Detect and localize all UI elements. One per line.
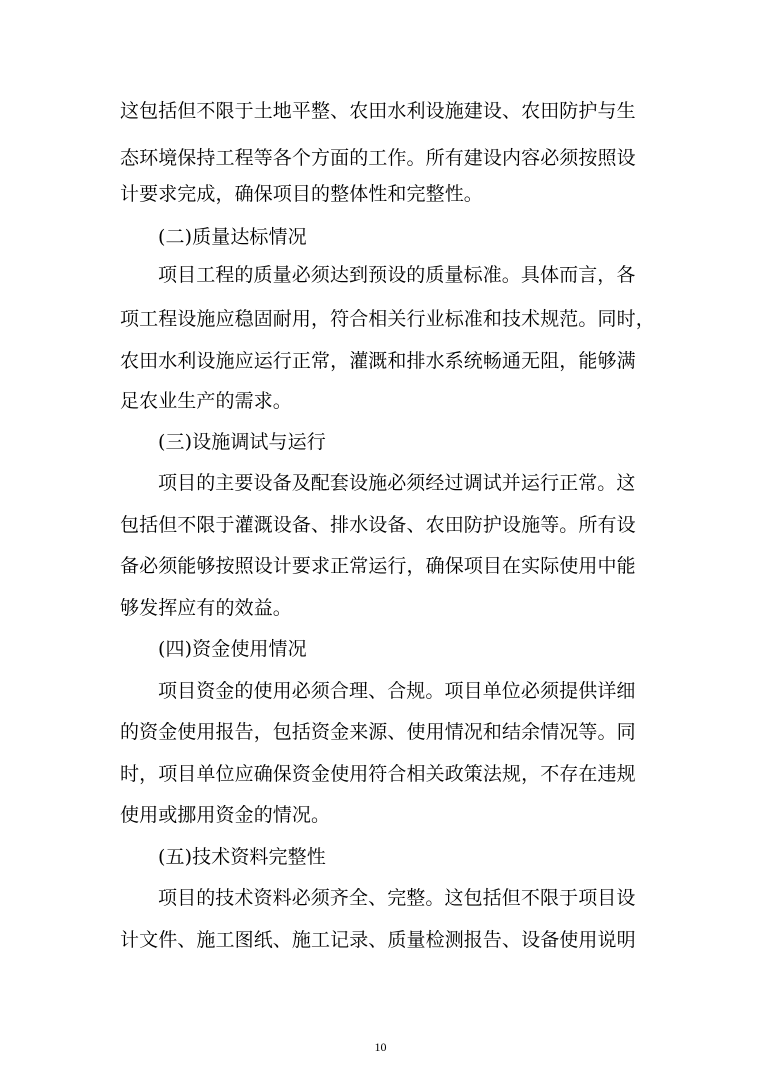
text-line: 的资金使用报告，包括资金来源、使用情况和结余情况等。同: [120, 721, 636, 743]
text-line: 计要求完成，确保项目的整体性和完整性。: [120, 183, 483, 205]
section-heading-4: (四)资金使用情况: [158, 638, 307, 660]
text-line: 项目的主要设备及配套设施必须经过调试并运行正常。这: [158, 472, 636, 494]
text-line: 足农业生产的需求。: [120, 390, 292, 412]
text-line: 态环境保持工程等各个方面的工作。所有建设内容必须按照设: [120, 147, 636, 169]
text-line: 够发挥应有的效益。: [120, 597, 292, 619]
text-line: 农田水利设施应运行正常，灌溉和排水系统畅通无阻，能够满: [120, 350, 636, 372]
text-line: 时，项目单位应确保资金使用符合相关政策法规，不存在违规: [120, 763, 636, 785]
page-number: 10: [374, 1040, 387, 1054]
text-line: 项目工程的质量必须达到预设的质量标准。具体而言，各: [158, 264, 636, 286]
section-heading-5: (五)技术资料完整性: [158, 846, 326, 868]
text-line: 项目资金的使用必须合理、合规。项目单位必须提供详细: [158, 680, 636, 702]
section-heading-2: (二)质量达标情况: [158, 226, 307, 248]
text-line: 项工程设施应稳固耐用，符合相关行业标准和技术规范。同时，: [120, 308, 655, 330]
section-heading-3: (三)设施调试与运行: [158, 431, 326, 453]
text-line: 使用或挪用资金的情况。: [120, 804, 331, 826]
text-line: 计文件、施工图纸、施工记录、质量检测报告、设备使用说明: [120, 929, 636, 951]
text-line: 项目的技术资料必须齐全、完整。这包括但不限于项目设: [158, 887, 636, 909]
text-line: 包括但不限于灌溉设备、排水设备、农田防护设施等。所有设: [120, 514, 636, 536]
text-line: 备必须能够按照设计要求正常运行，确保项目在实际使用中能: [120, 555, 636, 577]
text-line: 这包括但不限于土地平整、农田水利设施建设、农田防护与生: [120, 100, 636, 122]
